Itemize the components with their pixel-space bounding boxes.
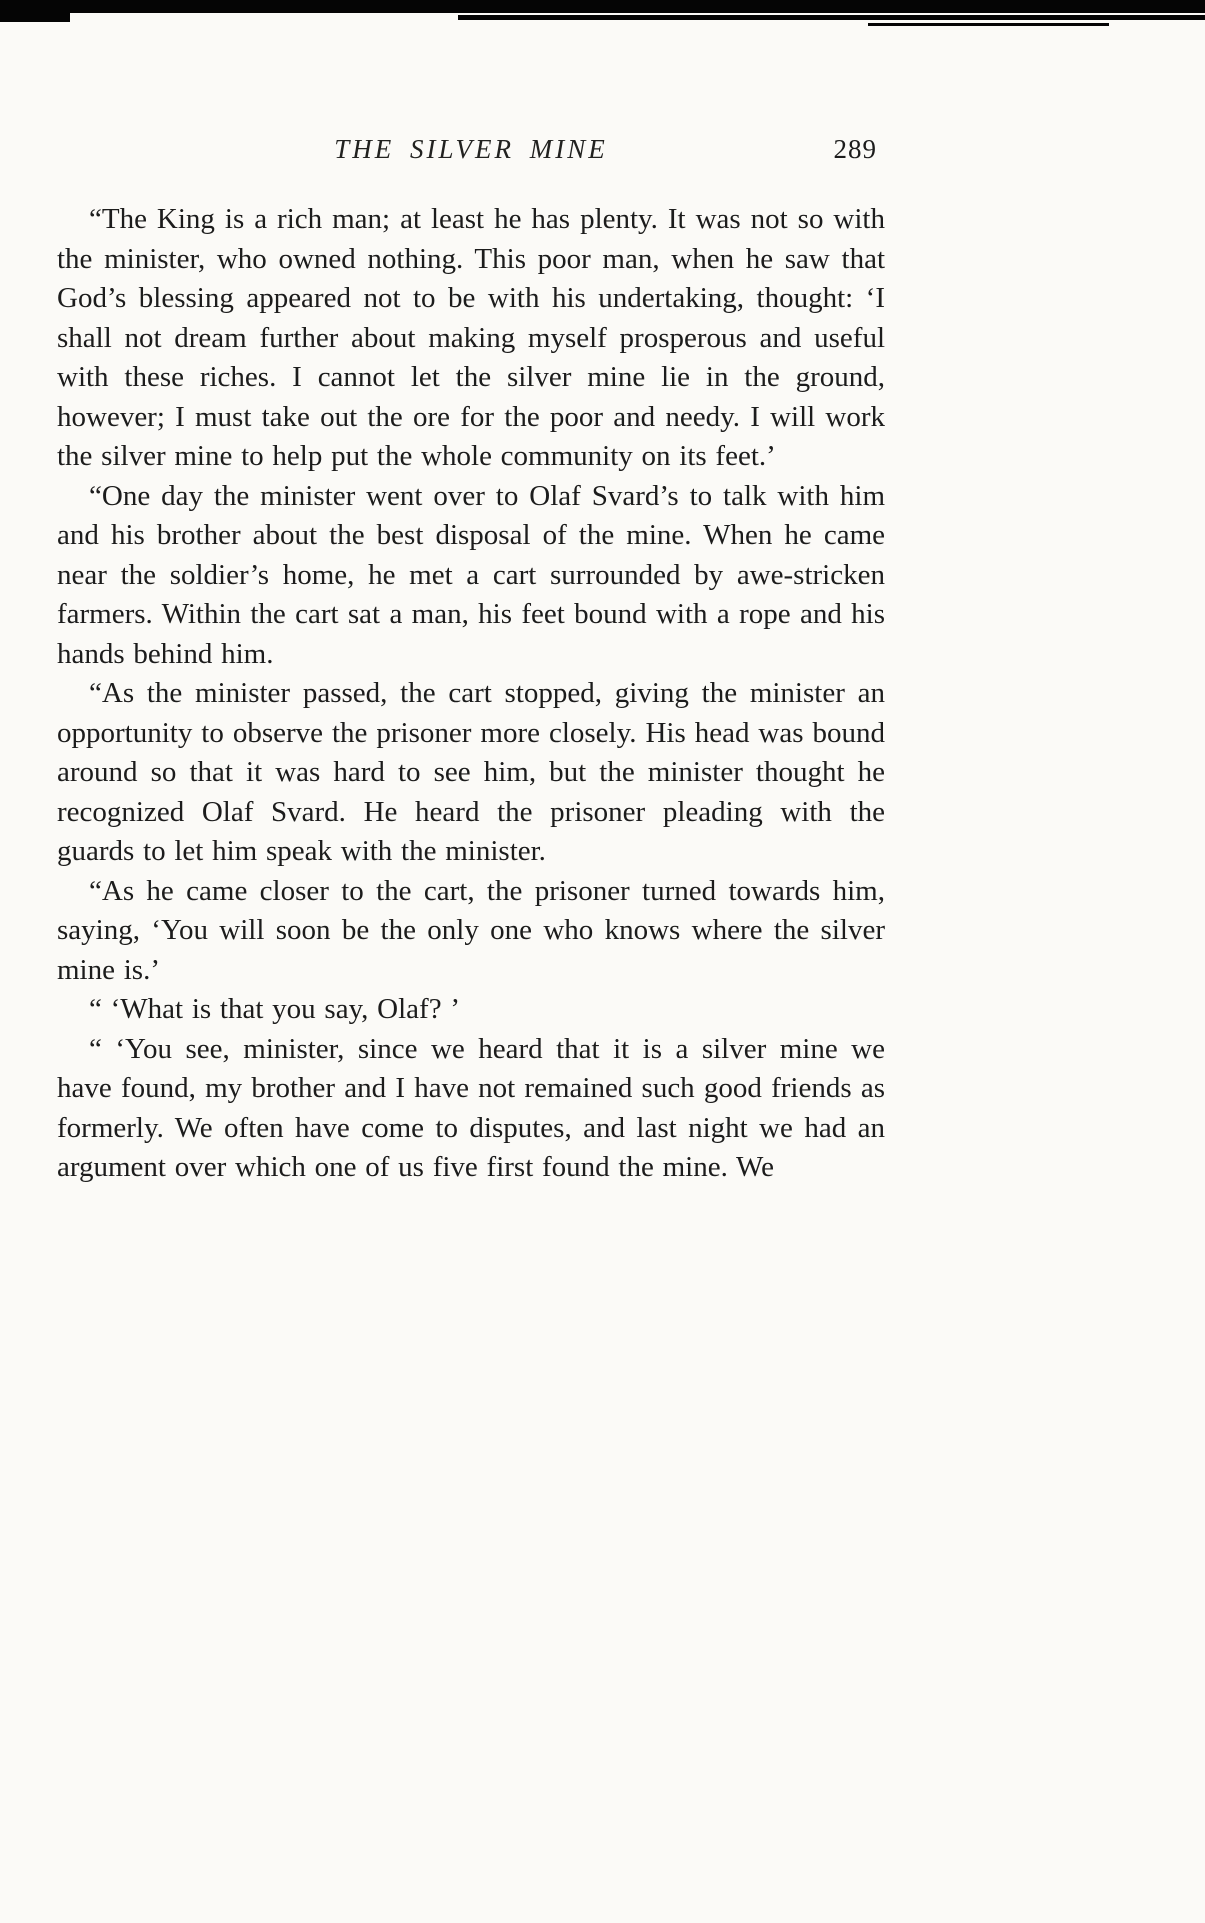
paragraph: “As he came closer to the cart, the prisoner turned towards him, saying, ‘You will soon be the only one who knows where the silver mine is.’ xyxy=(57,874,885,986)
page-number: 289 xyxy=(833,134,877,164)
page-content xyxy=(57,134,885,1188)
running-header xyxy=(57,134,885,174)
scan-artifact-right-segment xyxy=(458,15,1205,20)
running-header-title: THE SILVER MINE xyxy=(334,134,608,164)
paragraph: “ ‘What is that you say, Olaf? ’ xyxy=(89,993,460,1025)
scan-artifact-left-segment xyxy=(0,13,70,22)
scan-artifact-top-bar xyxy=(0,0,1205,13)
paragraph: “One day the minister went over to Olaf Svard’s to talk with him and his brother about the best disposal of the mine. When he came near the soldier’s home, he met a cart surrounded by awe-stricken farmers. Within the cart sat a man, his feet bound with a rope and his hands behind him. xyxy=(57,479,885,670)
paragraph: “As the minister passed, the cart stopped, giving the minister an opportunity to observe the prisoner more closely. His head was bound around so that it was hard to see him, but the minister thought he recognized Olaf Svard. He heard the prisoner pleading with the guards to let him speak with the minister. xyxy=(57,677,885,867)
scan-artifact-dash xyxy=(868,23,1109,26)
paragraph: “The King is a rich man; at least he has plenty. It was not so with the minister, who owned nothing. This poor man, when he saw that God’s blessing appeared not to be with his undertaking, thought: ‘I shall not dream further about making myself prosperous and useful with these riches. I cannot let the silver mine lie in the ground, however; I must take out the ore for the poor and needy. I will work the silver mine to help put the whole community on its feet.’ xyxy=(57,203,885,472)
paragraph: “ ‘You see, minister, since we heard that it is a silver mine we have found, my brother and I have not remained such good friends as formerly. We often have come to disputes, and last night we had an argument over which one of us five first found the mine. We xyxy=(57,1032,885,1183)
body-text xyxy=(57,200,885,1188)
